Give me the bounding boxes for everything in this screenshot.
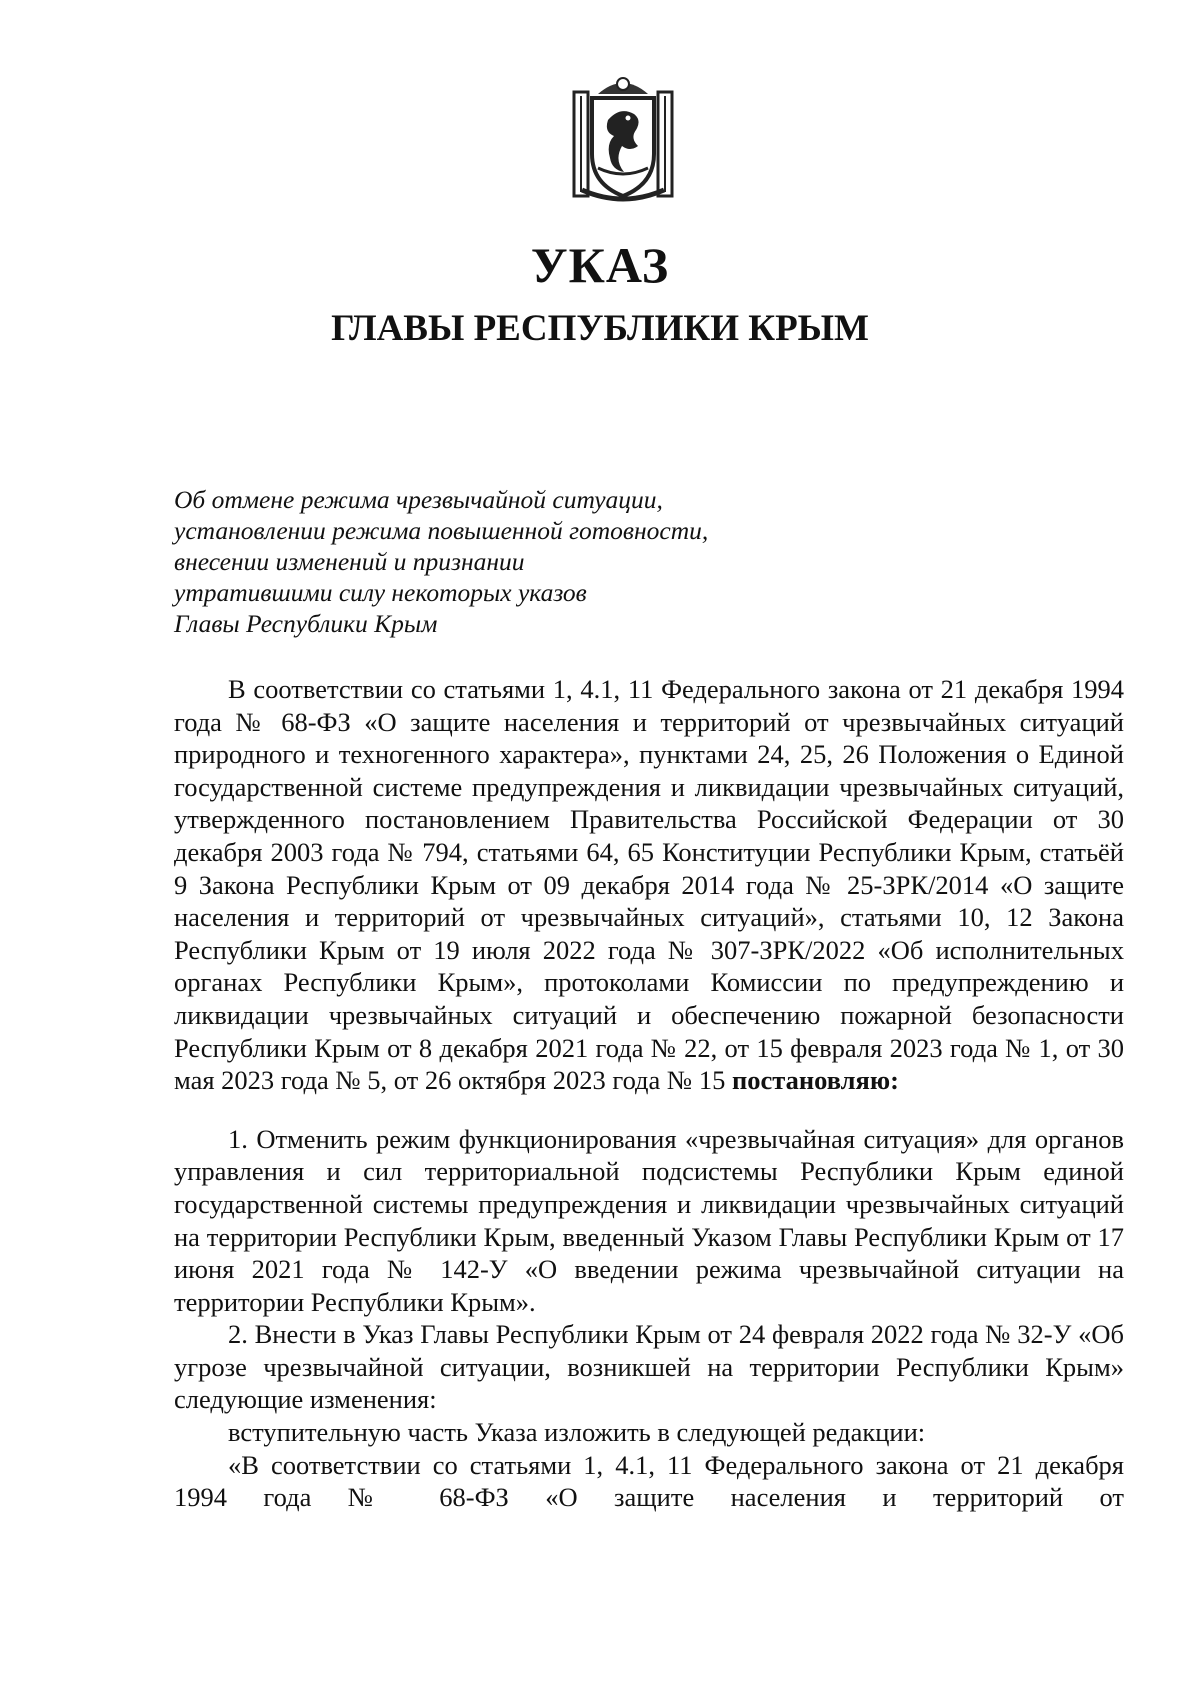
subject-line: установлении режима повышенной готовности,: [174, 516, 709, 545]
coat-of-arms-emblem: [568, 72, 678, 202]
item-paragraph: 1. Отменить режим функционирования «чрезвычайная ситуация» для органов управления и сил территориальной подсистемы Республики Крым единой государственной системы предупреждения и ликвидации чрезвычайных ситуаций на территории Республики Крым, введенный Указом Главы Республики Крым от 17 июня 2021 года № 142-У «О введении режима чрезвычайной ситуации на территории Республики Крым».: [174, 1123, 1124, 1317]
item-paragraph: вступительную часть Указа изложить в следующей редакции:: [228, 1417, 926, 1448]
document-body: [174, 673, 1124, 1514]
subject-line: Главы Республики Крым: [174, 609, 438, 638]
subject-line: утратившими силу некоторых указов: [174, 578, 587, 607]
item-paragraph: «В соответствии со статьями 1, 4.1, 11 Федерального закона от 21 декабря 1994 года № 68-ФЗ «О защите населения и территорий от: [174, 1449, 1124, 1513]
item-paragraph: 2. Внести в Указ Главы Республики Крым от 24 февраля 2022 года № 32-У «Об угрозе чрезвычайной ситуации, возникшей на территории Республики Крым» следующие изменения:: [174, 1319, 1124, 1415]
document-subtitle: ГЛАВЫ РЕСПУБЛИКИ КРЫМ: [331, 308, 869, 349]
preamble-text: В соответствии со статьями 1, 4.1, 11 Федерального закона от 21 декабря 1994 года № 68-ФЗ «О защите населения и территорий от чрезвычайных ситуаций природного и техногенного характера», пунктами 24, 25, 26 Положения о Единой государственной системе предупреждения и ликвидации чрезвычайных ситуаций, утвержденного постановлением Правительства Российской Федерации от 30 декабря 2003 года № 794, статьями 64, 65 Конституции Республики Крым, статьёй 9 Закона Республики Крым от 09 декабря 2014 года № 25-ЗРК/2014 «О защите населения и территорий от чрезвычайных ситуаций», статьями 10, 12 Закона Республики Крым от 19 июля 2022 года № 307-ЗРК/2022 «Об исполнительных органах Республики Крым», протоколами Комиссии по предупреждению и ликвидации чрезвычайных ситуаций и обеспечению пожарной безопасности Республики Крым от 8 декабря 2021 года № 22, от 15 февраля 2023 года № 1, от 30 мая 2023 года № 5, от 26 октября 2023 года № 15: [174, 674, 1124, 1096]
decree-subject: [174, 484, 708, 639]
subject-line: внесении изменений и признании: [174, 547, 525, 576]
document-title: УКАЗ: [530, 237, 670, 293]
preamble-paragraph: [174, 673, 1124, 1097]
decree-word: постановляю:: [731, 1065, 899, 1096]
subject-line: Об отмене режима чрезвычайной ситуации,: [174, 485, 663, 514]
